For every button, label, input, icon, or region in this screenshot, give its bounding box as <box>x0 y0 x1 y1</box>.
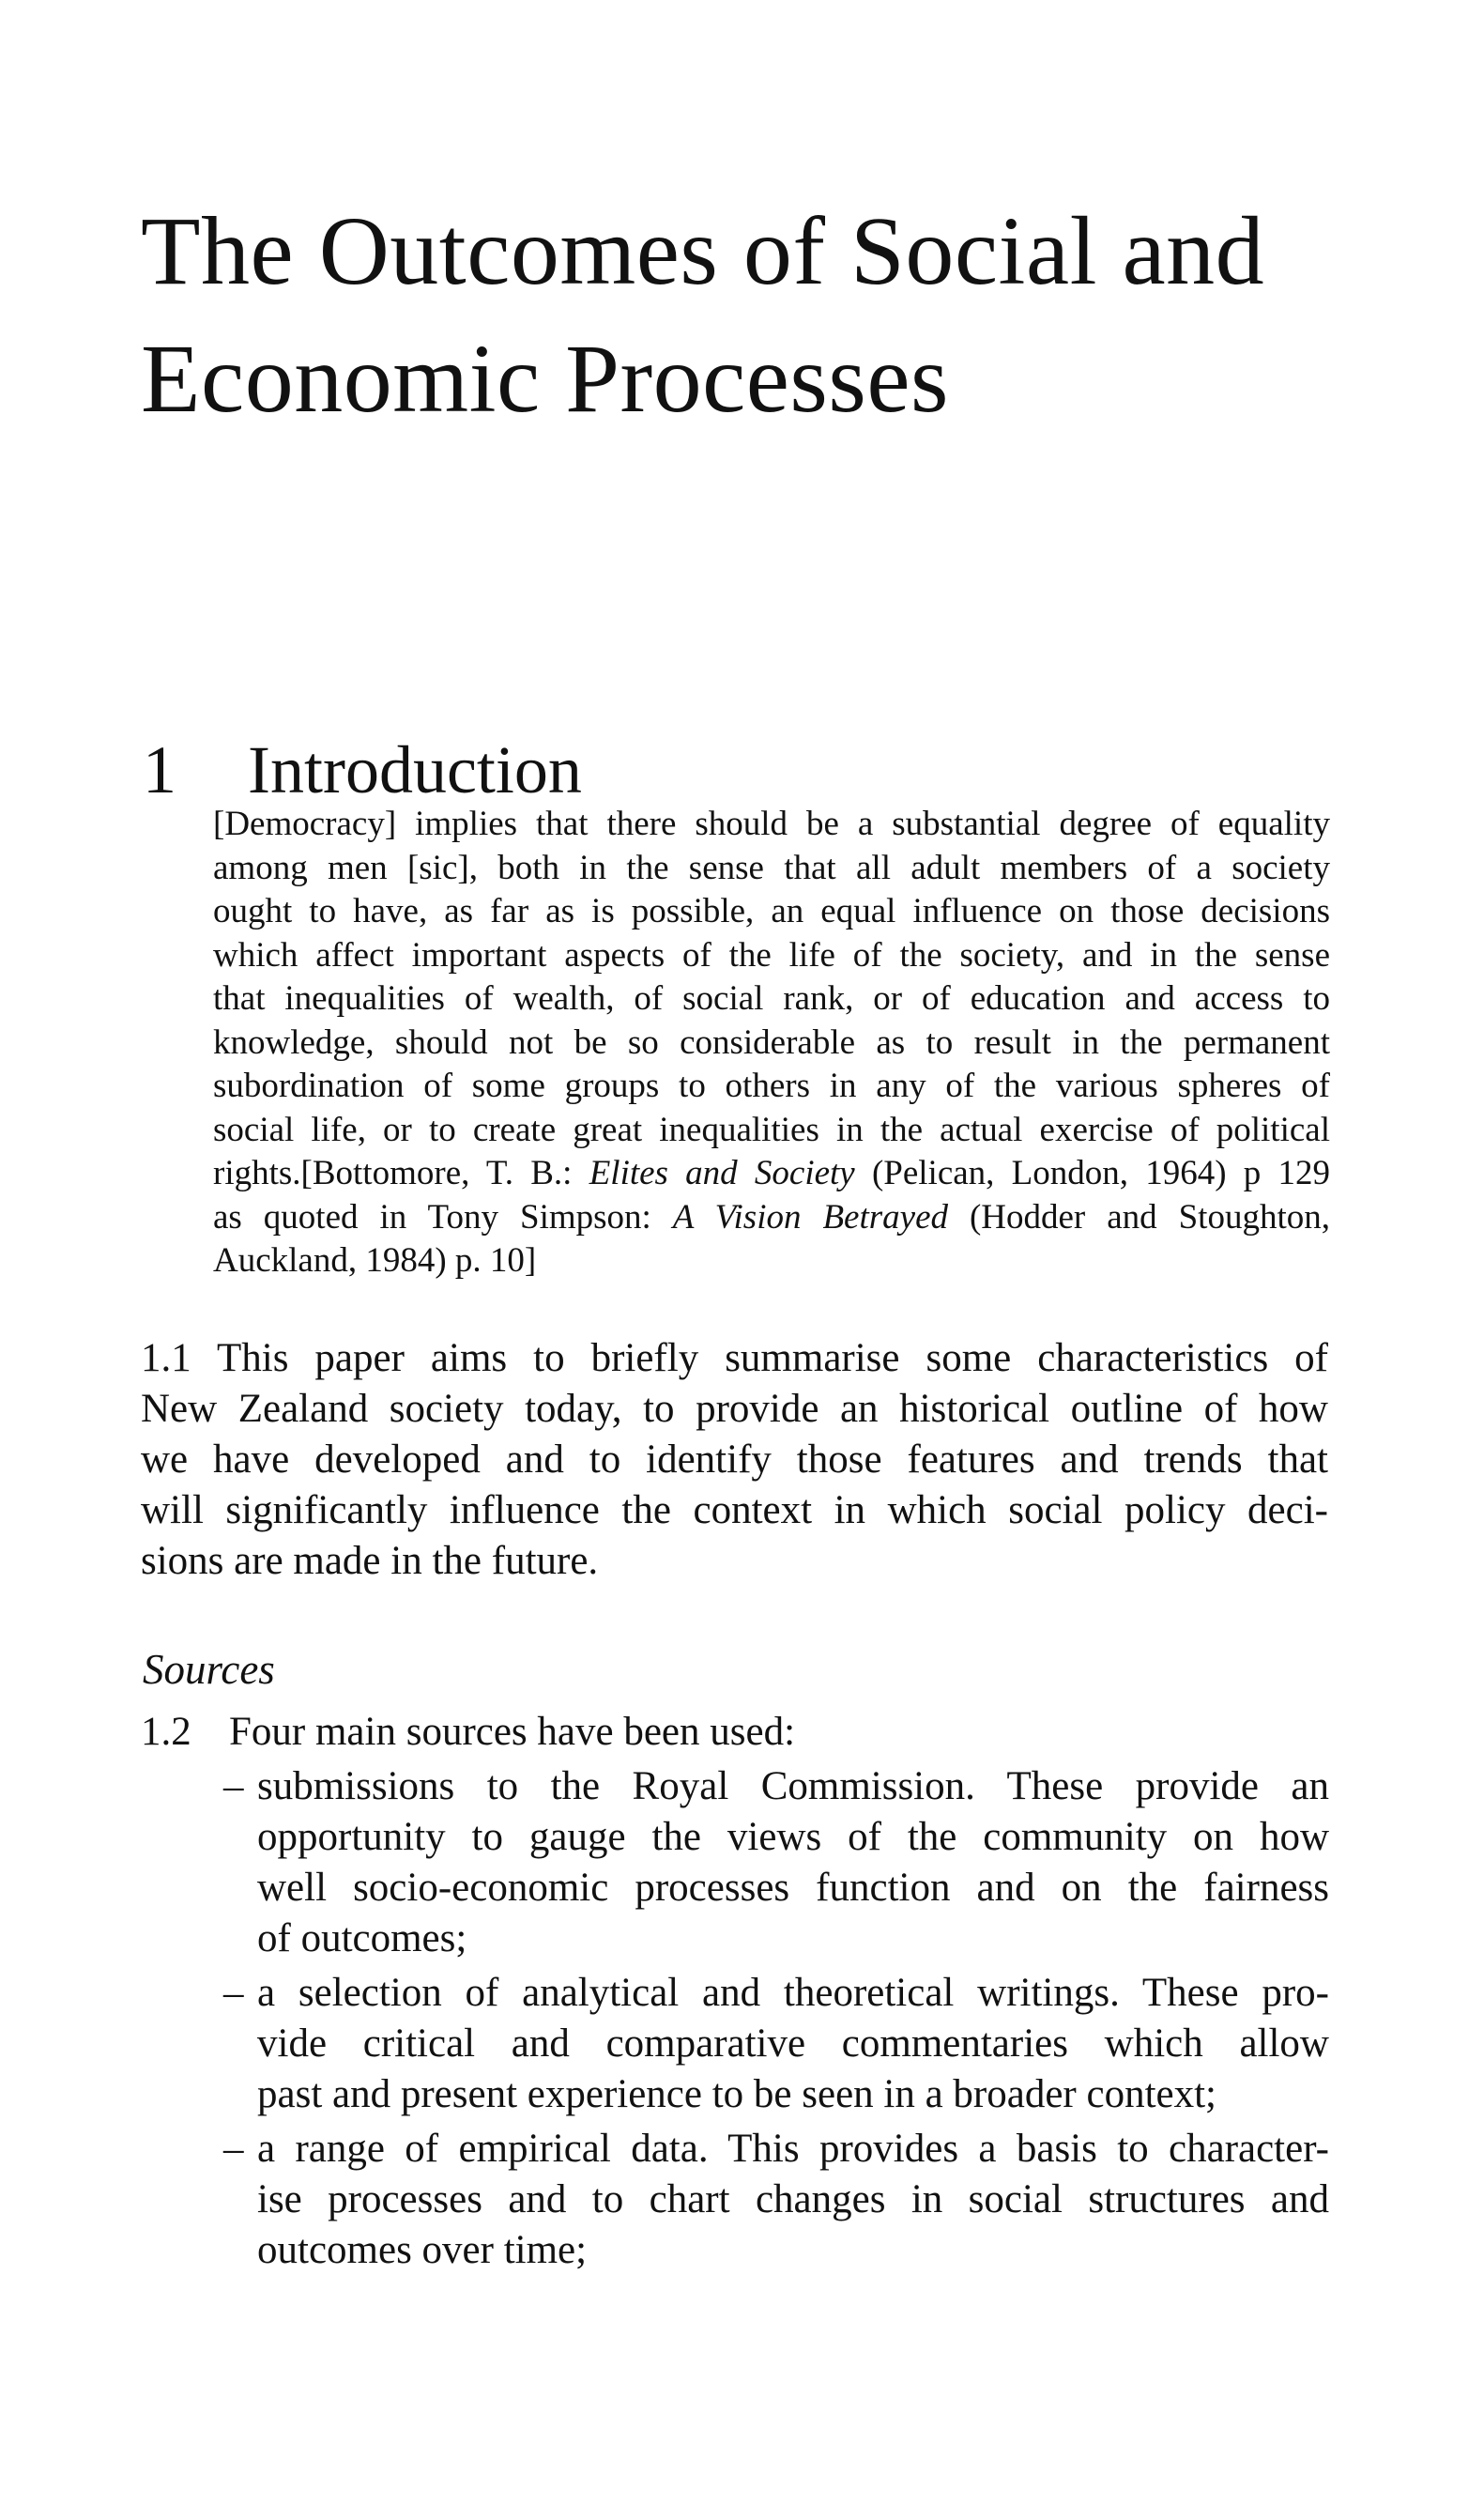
dash-bullet: – <box>223 1764 244 1808</box>
quote-line: [Democracy] implies that there should be a substantial degree of equality <box>213 805 1330 843</box>
sources-intro-text: Four main sources have been used: <box>229 1710 796 1754</box>
citation-text: rights.[Bottomore, T. B.: <box>213 1154 589 1192</box>
paragraph-line: will significantly influence the context in which social policy deci- <box>141 1488 1328 1532</box>
dash-bullet: – <box>223 2127 244 2171</box>
list-item-line: a selection of analytical and theoretical writings. These pro- <box>257 1971 1329 2015</box>
paragraph-line: 1.1 This paper aims to briefly summarise some characteristics of <box>141 1336 1328 1380</box>
paragraph-line: New Zealand society today, to provide an historical outline of how <box>141 1387 1328 1431</box>
citation-text: as quoted in Tony Simpson: <box>213 1197 673 1237</box>
list-item <box>223 1968 1329 2120</box>
citation-line <box>213 1152 1330 1196</box>
quote-line: among men [sic], both in the sense that all adult members of a society <box>213 848 1330 887</box>
page-title <box>141 188 1361 443</box>
list-item-line: past and present experience to be seen in a broader context; <box>257 2072 1217 2116</box>
list-item <box>223 1761 1329 1964</box>
list-item-line: well socio-economic processes function and on the fairness <box>257 1866 1329 1910</box>
citation-line <box>213 1196 1330 1240</box>
paragraph-line: sions are made in the future. <box>141 1539 599 1583</box>
paragraph-number: 1.2 <box>141 1710 191 1754</box>
citation-book-title: A Vision Betrayed <box>672 1197 948 1237</box>
section-title: Introduction <box>248 732 582 807</box>
list-item-line: ise processes and to chart changes in social structures and <box>257 2177 1329 2221</box>
citation-line: Auckland, 1984) p. 10] <box>213 1241 537 1280</box>
citation-book-title: Elites and Society <box>589 1154 855 1192</box>
dash-bullet: – <box>223 1971 244 2015</box>
section-number: 1 <box>143 732 176 807</box>
quote-line: knowledge, should not be so considerable as to result in the permanent <box>213 1022 1330 1062</box>
list-item-line: outcomes over time; <box>257 2228 588 2272</box>
sources-subheading: Sources <box>143 1646 275 1693</box>
citation-text: (Hodder and Stoughton, <box>948 1197 1330 1237</box>
quote-line: subordination of some groups to others in any of the various spheres of <box>213 1067 1330 1105</box>
quote-line: social life, or to create great inequalities in the actual exercise of political <box>213 1110 1330 1149</box>
epigraph-quote <box>213 803 1330 1283</box>
list-item <box>223 2124 1329 2276</box>
quote-line: that inequalities of wealth, of social rank, or of education and access to <box>213 979 1330 1018</box>
list-item-line: opportunity to gauge the views of the community on how <box>257 1815 1329 1859</box>
citation-text: (Pelican, London, 1964) p 129 <box>854 1154 1330 1192</box>
list-item-line: submissions to the Royal Commission. These provide an <box>257 1764 1329 1808</box>
paragraph-1-2 <box>141 1707 795 1758</box>
paragraph-line: we have developed and to identify those features and trends that <box>141 1437 1328 1482</box>
list-item-line: a range of empirical data. This provides a basis to character- <box>257 2127 1329 2171</box>
quote-line: which affect important aspects of the life of the society, and in the sense <box>213 935 1330 975</box>
sources-list <box>223 1761 1329 2276</box>
title-line: Economic Processes <box>141 325 950 433</box>
title-line: The Outcomes of Social and <box>141 197 1265 305</box>
list-item-line: vide critical and comparative commentaries which allow <box>257 2021 1329 2066</box>
section-heading <box>143 728 582 812</box>
list-item-line: of outcomes; <box>257 1916 467 1960</box>
paragraph-1-1 <box>141 1333 1328 1587</box>
quote-line: ought to have, as far as is possible, an equal influence on those decisions <box>213 892 1330 930</box>
